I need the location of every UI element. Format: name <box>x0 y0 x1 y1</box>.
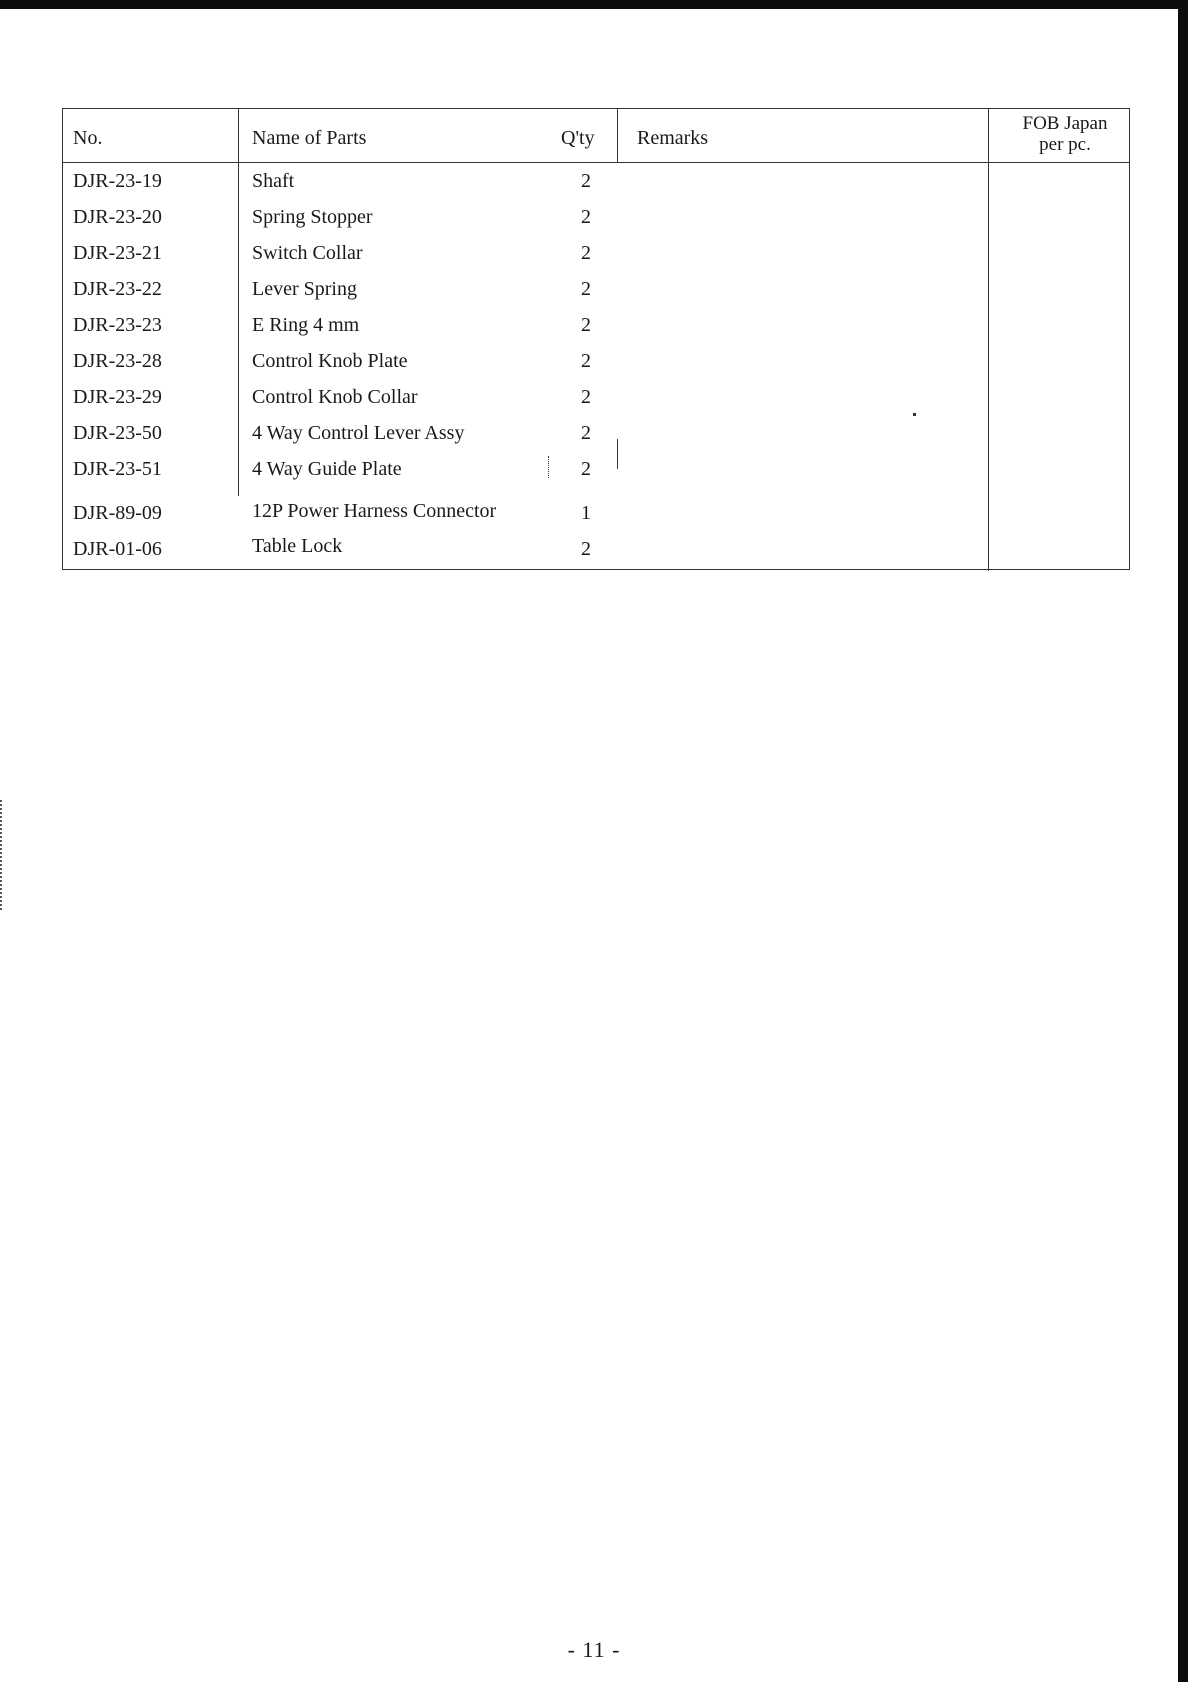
part-number: DJR-23-29 <box>73 386 162 408</box>
part-qty: 2 <box>581 278 591 300</box>
part-name: Control Knob Plate <box>252 350 408 372</box>
part-name: E Ring 4 mm <box>252 314 360 336</box>
part-qty: 2 <box>581 538 591 560</box>
column-divider-fob <box>988 109 989 571</box>
part-number: DJR-01-06 <box>73 538 162 560</box>
parts-table <box>62 108 1130 570</box>
scan-border-right <box>1178 0 1188 1682</box>
header-fob-japan <box>999 113 1131 155</box>
part-qty: 2 <box>581 314 591 336</box>
part-number: DJR-23-50 <box>73 422 162 444</box>
header-fob-line2: per pc. <box>1039 134 1091 155</box>
part-qty: 2 <box>581 242 591 264</box>
header-qty: Q'ty <box>561 127 595 149</box>
part-name: Shaft <box>252 170 295 192</box>
part-number: DJR-23-51 <box>73 458 162 480</box>
header-remarks: Remarks <box>637 127 709 149</box>
header-no: No. <box>73 127 103 149</box>
header-name-of-parts: Name of Parts <box>252 127 367 149</box>
part-name: Table Lock <box>252 535 343 557</box>
part-qty: 2 <box>581 458 591 480</box>
part-number: DJR-89-09 <box>73 502 162 524</box>
header-divider <box>63 162 1129 163</box>
part-name: Spring Stopper <box>252 206 373 228</box>
part-name: 4 Way Guide Plate <box>252 458 402 480</box>
part-name: 4 Way Control Lever Assy <box>252 422 465 444</box>
part-qty: 1 <box>581 502 591 524</box>
part-qty: 2 <box>581 170 591 192</box>
column-divider-remarks-fragment <box>617 439 618 469</box>
part-number: DJR-23-28 <box>73 350 162 372</box>
scan-border-top <box>0 0 1188 9</box>
part-qty: 2 <box>581 422 591 444</box>
part-number: DJR-23-21 <box>73 242 162 264</box>
part-number: DJR-23-22 <box>73 278 162 300</box>
part-qty: 2 <box>581 350 591 372</box>
part-number: DJR-23-23 <box>73 314 162 336</box>
part-name: 12P Power Harness Connector <box>252 500 497 522</box>
column-divider-remarks-header <box>617 109 618 163</box>
part-number: DJR-23-20 <box>73 206 162 228</box>
header-fob-line1: FOB Japan <box>1022 113 1108 134</box>
column-divider-qty-fragment <box>548 456 549 478</box>
part-qty: 2 <box>581 386 591 408</box>
column-divider-name <box>238 109 239 496</box>
part-name: Lever Spring <box>252 278 357 300</box>
part-name: Control Knob Collar <box>252 386 418 408</box>
scan-speck <box>913 413 916 416</box>
scan-margin-marks <box>0 800 4 910</box>
page-number: - 11 - <box>567 1637 621 1662</box>
part-name: Switch Collar <box>252 242 363 264</box>
part-qty: 2 <box>581 206 591 228</box>
part-number: DJR-23-19 <box>73 170 162 192</box>
